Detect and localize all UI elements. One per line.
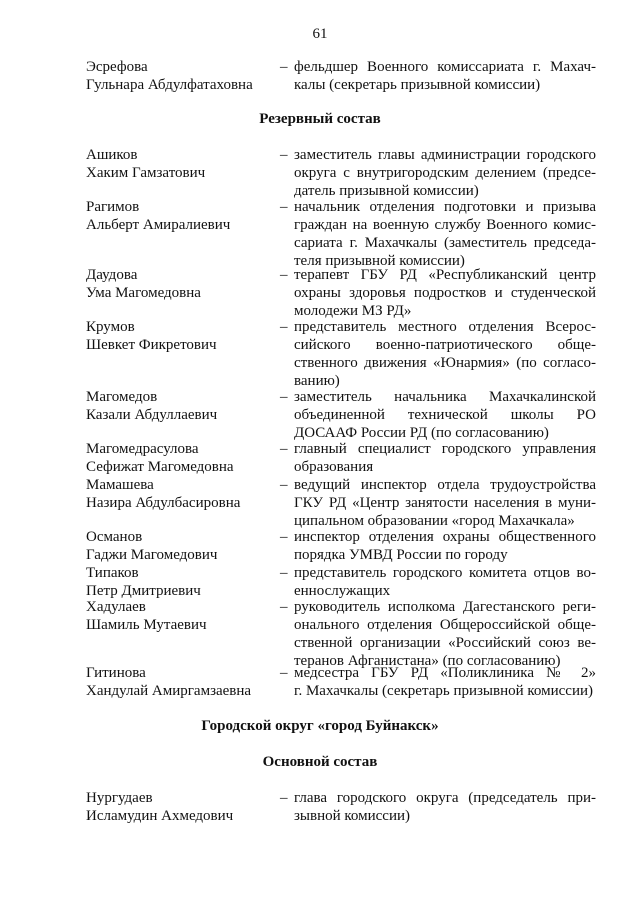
member-role — [294, 440, 596, 476]
dash-separator: – — [280, 565, 288, 581]
member-name — [86, 664, 276, 700]
role-line: сариата г. Махачкалы (заместитель председа- — [294, 235, 596, 251]
member-name — [86, 318, 276, 354]
dash-separator: – — [280, 441, 288, 457]
given-names: Шевкет Фикретович — [86, 337, 217, 353]
dash-separator: – — [280, 199, 288, 215]
role-line: датель призывной комиссии) — [294, 183, 479, 199]
role-line: охраны здоровья подростков и студенческой — [294, 285, 596, 301]
role-line: молодежи МЗ РД» — [294, 303, 412, 319]
section-heading-city: Городской округ «город Буйнакск» — [201, 718, 439, 734]
member-name — [86, 476, 276, 512]
member-role — [294, 664, 596, 700]
dash-separator: – — [280, 319, 288, 335]
role-line: инспектор отделения охраны общественного — [294, 529, 596, 545]
member-name — [86, 388, 276, 424]
role-line: еннослужащих — [294, 583, 391, 599]
role-line: ственного движения «Юнармия» (по согласо- — [294, 355, 596, 371]
section-heading-reserve: Резервный состав — [259, 111, 381, 127]
surname: Ашиков — [86, 147, 138, 163]
role-line: округа с внутригородским делением (предсе- — [294, 165, 596, 181]
role-line: граждан на военную службу Военного комис- — [294, 217, 596, 233]
role-line: онального отделения Общероссийской обще- — [294, 617, 596, 633]
role-line: руководитель исполкома Дагестанского реги- — [294, 599, 596, 615]
surname: Османов — [86, 529, 143, 545]
given-names: Казали Абдуллаевич — [86, 407, 218, 423]
given-names: Хаким Гамзатович — [86, 165, 206, 181]
member-name — [86, 598, 276, 634]
given-names: Назира Абдулбасировна — [86, 495, 241, 511]
role-line: образования — [294, 459, 374, 475]
surname: Магомедрасулова — [86, 441, 199, 457]
dash-separator: – — [280, 790, 288, 806]
member-role — [294, 318, 596, 390]
surname: Даудова — [86, 267, 138, 283]
role-line: глава городского округа (председатель при- — [294, 790, 596, 806]
dash-separator: – — [280, 147, 288, 163]
member-role — [294, 146, 596, 200]
member-role — [294, 789, 596, 825]
member-role — [294, 198, 596, 270]
role-line: объединенной технической школы РО — [294, 407, 596, 423]
dash-separator: – — [280, 665, 288, 681]
dash-separator: – — [280, 59, 288, 75]
surname: Гитинова — [86, 665, 146, 681]
role-line: начальник отделения подготовки и призыва — [294, 199, 596, 215]
role-line: медсестра ГБУ РД «Поликлиника № 2» — [294, 665, 596, 681]
dash-separator: – — [280, 267, 288, 283]
role-line: ванию) — [294, 373, 340, 389]
surname: Крумов — [86, 319, 135, 335]
given-names: Гульнара Абдулфатаховна — [86, 77, 253, 93]
given-names: Петр Дмитриевич — [86, 583, 201, 599]
dash-separator: – — [280, 529, 288, 545]
role-line: заместитель начальника Махачкалинской — [294, 389, 596, 405]
role-line: представитель городского комитета отцов во- — [294, 565, 596, 581]
given-names: Шамиль Мутаевич — [86, 617, 207, 633]
member-name — [86, 58, 276, 94]
member-name — [86, 528, 276, 564]
role-line: главный специалист городского управления — [294, 441, 596, 457]
role-line: представитель местного отделения Всерос- — [294, 319, 596, 335]
member-name — [86, 266, 276, 302]
member-name — [86, 198, 276, 234]
member-role — [294, 58, 596, 94]
role-line: ГКУ РД «Центр занятости населения в муни- — [294, 495, 596, 511]
given-names: Ума Магомедовна — [86, 285, 201, 301]
given-names: Хандулай Амиргамзаевна — [86, 683, 252, 699]
role-line: порядка УМВД России по городу — [294, 547, 508, 563]
role-line: г. Махачкалы (секретарь призывной комиссии) — [294, 683, 594, 699]
surname: Магомедов — [86, 389, 158, 405]
role-line: ственной организации «Российский союз ве- — [294, 635, 596, 651]
surname: Типаков — [86, 565, 139, 581]
dash-separator: – — [280, 599, 288, 615]
role-line: сийского военно-патриотического обще- — [294, 337, 596, 353]
given-names: Альберт Амиралиевич — [86, 217, 231, 233]
surname: Мамашева — [86, 477, 154, 493]
member-name — [86, 146, 276, 182]
dash-separator: – — [280, 389, 288, 405]
given-names: Исламудин Ахмедович — [86, 808, 234, 824]
surname: Рагимов — [86, 199, 140, 215]
role-line: зывной комиссии) — [294, 808, 411, 824]
surname: Нургудаев — [86, 790, 153, 806]
member-role — [294, 476, 596, 530]
member-name — [86, 564, 276, 600]
section-heading-main: Основной состав — [262, 754, 378, 770]
member-name — [86, 789, 276, 825]
member-role — [294, 564, 596, 600]
given-names: Сефижат Магомедовна — [86, 459, 234, 475]
member-name — [86, 440, 276, 476]
member-role — [294, 388, 596, 442]
given-names: Гаджи Магомедович — [86, 547, 218, 563]
member-role — [294, 528, 596, 564]
dash-separator: – — [280, 477, 288, 493]
role-line: теля призывной комиссии) — [294, 253, 465, 269]
role-line: фельдшер Военного комиссариата г. Махач- — [294, 59, 596, 75]
role-line: терапевт ГБУ РД «Республиканский центр — [294, 267, 596, 283]
role-line: теранов Афганистана» (по согласованию) — [294, 653, 561, 669]
role-line: заместитель главы администрации городского — [294, 147, 596, 163]
role-line: ведущий инспектор отдела трудоустройства — [294, 477, 596, 493]
surname: Хадулаев — [86, 599, 146, 615]
role-line: ципальном образовании «город Махачкала» — [294, 513, 575, 529]
surname: Эсрефова — [86, 59, 148, 75]
member-role — [294, 598, 596, 670]
role-line: калы (секретарь призывной комиссии) — [294, 77, 541, 93]
role-line: ДОСААФ России РД (по согласованию) — [294, 425, 549, 441]
member-role — [294, 266, 596, 320]
page-number: 61 — [312, 26, 328, 42]
